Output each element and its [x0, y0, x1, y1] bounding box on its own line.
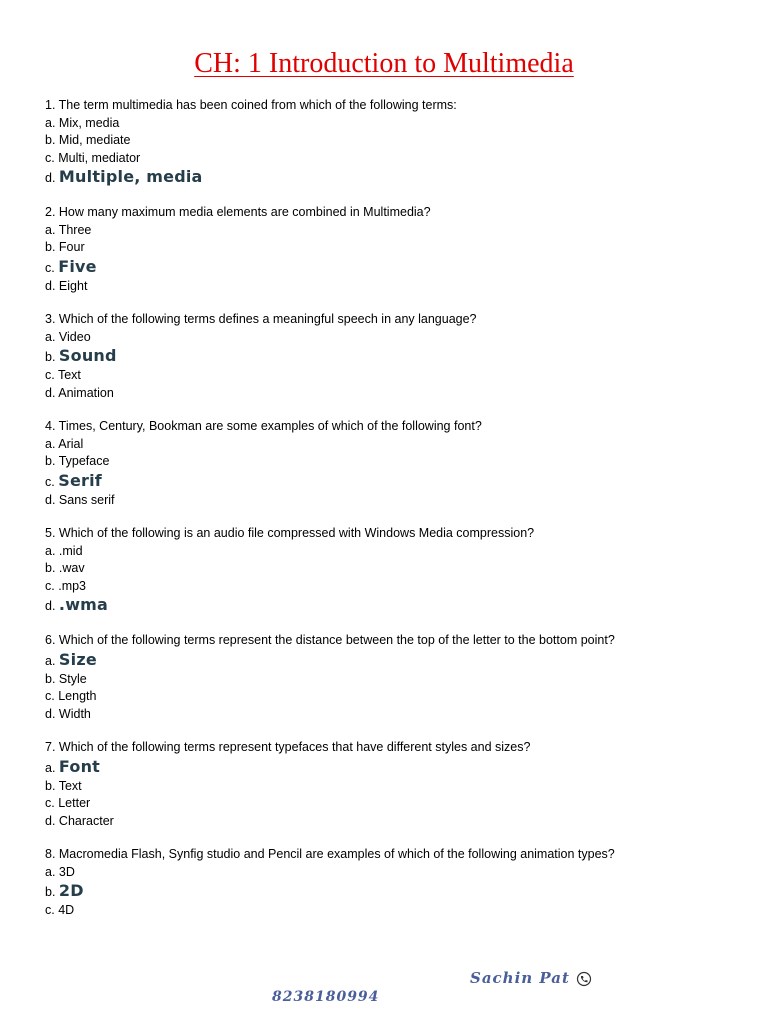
answer-text: Sound	[58, 346, 117, 365]
question-2	[45, 204, 745, 295]
page-title: CH: 1 Introduction to Multimedia	[194, 48, 574, 79]
question-text: 4. Times, Century, Bookman are some examples of which of the following font?	[45, 419, 482, 433]
option-letter: a.	[45, 653, 56, 668]
answer-option	[45, 257, 745, 278]
question-text: 1. The term multimedia has been coined from which of the following terms:	[45, 98, 457, 112]
question-text: 7. Which of the following terms represent typefaces that have different styles and sizes?	[45, 740, 531, 754]
option	[45, 688, 745, 706]
option-letter: c.	[45, 474, 55, 489]
option-letter: a.	[45, 436, 56, 451]
option-text: Length	[58, 689, 97, 703]
question-1	[45, 97, 745, 188]
option-letter: b.	[45, 561, 56, 575]
option	[45, 560, 745, 578]
answer-text: Five	[58, 256, 97, 276]
option-letter: d.	[45, 278, 56, 293]
option	[45, 115, 745, 133]
option-text: Arial	[58, 436, 84, 451]
answer-option	[45, 650, 745, 671]
option-letter: c.	[45, 368, 55, 382]
option-text: 4D	[58, 903, 75, 917]
option-text: Mix, media	[58, 115, 120, 130]
signature-phone: 8238180994	[272, 989, 380, 1005]
option-letter: a.	[45, 543, 56, 558]
option-text: Typeface	[58, 454, 110, 468]
option-letter: b.	[45, 350, 56, 364]
option-text: Text	[57, 368, 81, 382]
option-text: .mp3	[58, 578, 87, 593]
option-letter: b.	[45, 133, 56, 147]
option	[45, 671, 745, 689]
answer-option	[45, 471, 745, 492]
phone-icon	[576, 971, 592, 987]
option-letter: b.	[45, 240, 56, 254]
option-text: Letter	[58, 796, 91, 810]
option	[45, 329, 745, 347]
question-4	[45, 418, 745, 509]
option-letter: d.	[45, 813, 56, 828]
option-text: Three	[58, 222, 92, 237]
option	[45, 278, 745, 296]
option	[45, 706, 745, 724]
option	[45, 150, 745, 168]
option-text: Video	[58, 329, 91, 344]
question-6	[45, 632, 745, 723]
option-text: Multi, mediator	[58, 150, 141, 165]
option	[45, 367, 745, 385]
option-text: Sans serif	[58, 492, 115, 507]
answer-text: 2D	[58, 881, 84, 900]
answer-text: .wma	[58, 595, 109, 614]
option-text: Animation	[58, 385, 114, 400]
option-letter: b.	[45, 885, 56, 899]
option	[45, 902, 745, 920]
option	[45, 453, 745, 471]
question-text: 2. How many maximum media elements are combined in Multimedia?	[45, 205, 431, 219]
option-text: Four	[58, 240, 85, 254]
option-text: Eight	[58, 278, 88, 293]
question-list	[45, 97, 745, 936]
option-letter: a.	[45, 864, 56, 879]
question-text: 8. Macromedia Flash, Synfig studio and Pencil are examples of which of the following animation types?	[45, 847, 615, 861]
signature-name: Sachin Pat	[470, 969, 570, 987]
option-text: Character	[58, 813, 114, 828]
option-letter: b.	[45, 454, 56, 468]
answer-option	[45, 595, 745, 616]
option	[45, 239, 745, 257]
question-text: 3. Which of the following terms defines a meaningful speech in any language?	[45, 312, 477, 326]
option	[45, 543, 745, 561]
option-text: .wav	[58, 561, 85, 575]
option	[45, 385, 745, 403]
option-text: .mid	[58, 543, 83, 558]
option	[45, 492, 745, 510]
question-text: 6. Which of the following terms represent the distance between the top of the letter to the bottom point?	[45, 633, 615, 647]
question-7	[45, 739, 745, 830]
option	[45, 864, 745, 882]
option-letter: c.	[45, 903, 55, 917]
question-5	[45, 525, 745, 616]
option-letter: d.	[45, 492, 56, 507]
option	[45, 222, 745, 240]
answer-text: Font	[58, 756, 101, 776]
option-text: Text	[58, 778, 82, 793]
option-text: Width	[58, 706, 91, 721]
option-letter: c.	[45, 578, 55, 593]
option	[45, 813, 745, 831]
option-letter: a.	[45, 115, 56, 130]
answer-option	[45, 346, 745, 367]
option	[45, 132, 745, 150]
option	[45, 778, 745, 796]
option-letter: c.	[45, 150, 55, 165]
option-letter: d.	[45, 706, 56, 721]
answer-text: Serif	[58, 470, 102, 490]
question-text: 5. Which of the following is an audio file compressed with Windows Media compression?	[45, 526, 535, 540]
option-letter: b.	[45, 778, 56, 793]
option-text: Mid, mediate	[58, 133, 131, 147]
option-letter: d.	[45, 171, 56, 185]
option-letter: a.	[45, 222, 56, 237]
question-3	[45, 311, 745, 402]
question-8	[45, 846, 745, 920]
option	[45, 436, 745, 454]
answer-text: Multiple, media	[58, 167, 203, 186]
option-text: Style	[58, 671, 87, 686]
option-letter: c.	[45, 796, 55, 810]
option	[45, 795, 745, 813]
option-letter: d.	[45, 385, 56, 400]
option-text: 3D	[58, 864, 75, 879]
answer-text: Size	[58, 649, 97, 669]
option-letter: b.	[45, 671, 56, 686]
option-letter: a.	[45, 329, 56, 344]
option-letter: c.	[45, 689, 55, 703]
option-letter: a.	[45, 760, 56, 775]
option	[45, 578, 745, 596]
answer-option	[45, 757, 745, 778]
option-letter: d.	[45, 599, 56, 613]
option-letter: c.	[45, 260, 55, 275]
answer-option	[45, 881, 745, 902]
answer-option	[45, 167, 745, 188]
